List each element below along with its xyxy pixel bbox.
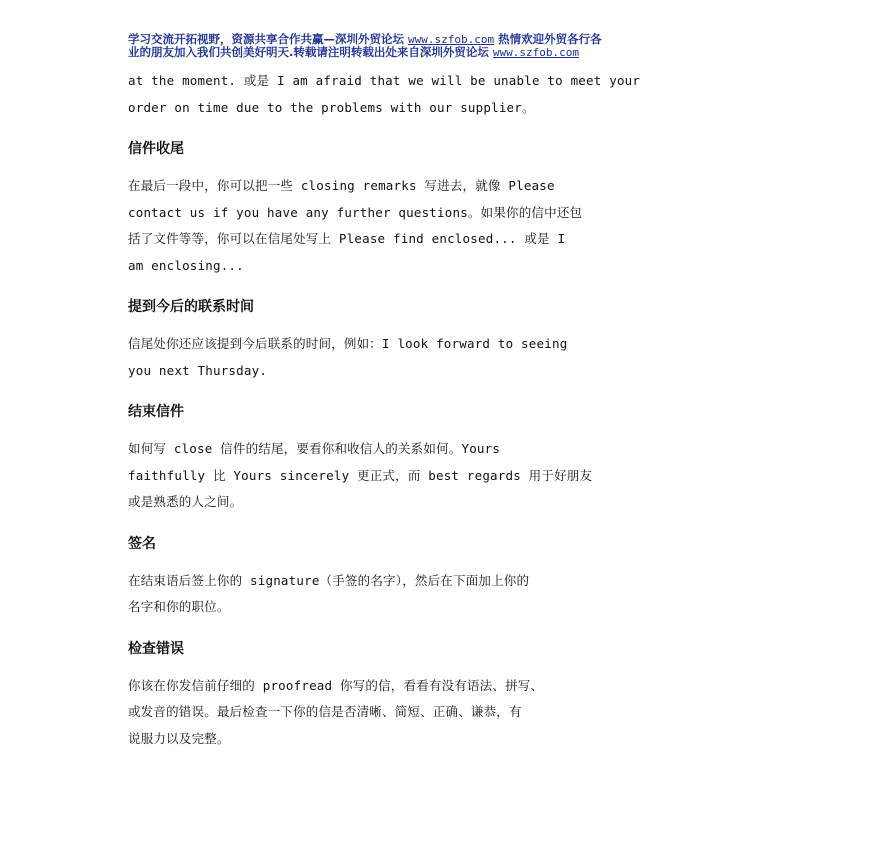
paragraph-line: 在结束语后签上你的 signature（手签的名字），然后在下面加上你的 bbox=[128, 572, 530, 588]
paragraph-line: contact us if you have any further questions。如果你的信中还包 bbox=[128, 204, 583, 220]
paragraph-line: 如何写 close 信件的结尾，要看你和收信人的关系如何。Yours bbox=[128, 441, 501, 456]
paragraph-line: 你该在你发信前仔细的 proofread 你写的信，看看有没有语法、拼写、 bbox=[128, 677, 544, 693]
document-body bbox=[128, 68, 746, 752]
paragraph-line: 或是熟悉的人之间。 bbox=[128, 494, 243, 509]
section-heading-future-contact: 提到今后的联系时间 bbox=[128, 299, 254, 315]
paragraph-line: order on time due to the problems with our supplier。 bbox=[128, 99, 535, 115]
paragraph-line: at the moment. 或是 I am afraid that we will be unable to meet your bbox=[128, 73, 641, 88]
paragraph-line: 信尾处你还应该提到今后联系的时间，例如：I look forward to seeing bbox=[128, 336, 568, 351]
section-paragraph-closing bbox=[128, 173, 746, 279]
header-text-1: 学习交流开拓视野，资源共享合作共赢—深圳外贸论坛 bbox=[128, 32, 409, 46]
paragraph-line: 名字和你的职位。 bbox=[128, 599, 230, 614]
section-paragraph-signature bbox=[128, 568, 746, 621]
forum-link-1[interactable]: www.szfob.com bbox=[408, 33, 495, 46]
section-heading-signature: 签名 bbox=[128, 535, 156, 552]
header-line-2 bbox=[128, 46, 748, 59]
section-paragraph-ending bbox=[128, 436, 746, 516]
page-header-banner bbox=[128, 33, 748, 59]
paragraph-line: 说服力以及完整。 bbox=[128, 730, 230, 746]
intro-paragraph bbox=[128, 68, 746, 121]
paragraph-line: 在最后一段中，你可以把一些 closing remarks 写进去，就像 Please bbox=[128, 178, 555, 193]
paragraph-line: 或发音的错误。最后检查一下你的信是否清晰、简短、正确、谦恭，有 bbox=[128, 704, 522, 719]
paragraph-line: 括了文件等等，你可以在信尾处写上 Please find enclosed... 或是 I bbox=[128, 231, 566, 246]
header-text-2: 业的朋友加入我们共创美好明天.转载请注明转载出处来自深圳外贸论坛 bbox=[128, 45, 493, 59]
section-heading-closing: 信件收尾 bbox=[128, 141, 184, 157]
forum-link-2[interactable]: www.szfob.com bbox=[492, 46, 579, 59]
paragraph-line: am enclosing... bbox=[128, 257, 244, 273]
paragraph-line: you next Thursday. bbox=[128, 362, 268, 378]
section-heading-ending: 结束信件 bbox=[128, 404, 184, 420]
section-heading-check-errors: 检查错误 bbox=[128, 640, 184, 657]
section-paragraph-check-errors bbox=[128, 673, 746, 753]
header-text-1-tail: 热情欢迎外贸各行各 bbox=[494, 32, 602, 46]
paragraph-line: faithfully 比 Yours sincerely 更正式，而 best regards 用于好朋友 bbox=[128, 467, 593, 483]
section-paragraph-future-contact bbox=[128, 331, 746, 384]
